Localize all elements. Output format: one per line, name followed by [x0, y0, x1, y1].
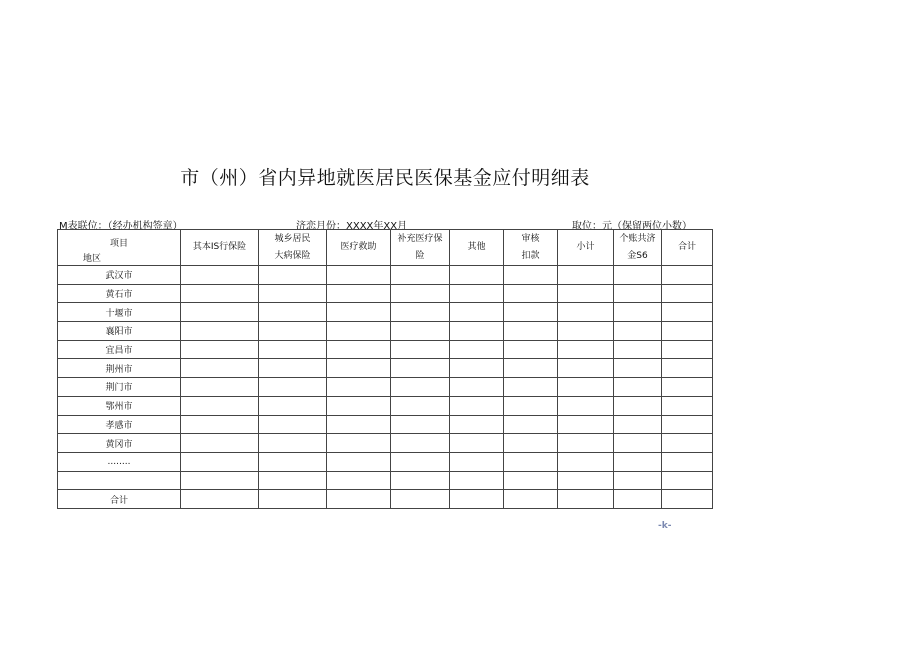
value-cell — [450, 434, 504, 453]
region-cell: 合计 — [58, 490, 181, 509]
table-row — [58, 359, 713, 378]
column-header — [391, 230, 450, 266]
value-cell — [259, 266, 327, 285]
value-cell — [181, 415, 259, 434]
value-cell — [504, 284, 558, 303]
table-row — [58, 303, 713, 322]
value-cell — [558, 415, 614, 434]
value-cell — [391, 434, 450, 453]
value-cell — [662, 434, 713, 453]
table-row — [58, 322, 713, 341]
value-cell — [662, 452, 713, 471]
value-cell — [662, 396, 713, 415]
value-cell — [181, 322, 259, 341]
value-cell — [181, 452, 259, 471]
value-cell — [181, 434, 259, 453]
value-cell — [614, 378, 662, 397]
region-cell: 武汉市 — [58, 266, 181, 285]
column-header-line1: 合计 — [677, 242, 696, 252]
value-cell — [391, 322, 450, 341]
value-cell — [327, 303, 391, 322]
table-row — [58, 266, 713, 285]
value-cell — [614, 452, 662, 471]
column-header-line1: 个账共济 — [619, 233, 656, 244]
value-cell — [450, 340, 504, 359]
value-cell — [259, 434, 327, 453]
region-cell: 宜昌市 — [58, 340, 181, 359]
value-cell — [391, 415, 450, 434]
value-cell — [558, 303, 614, 322]
value-cell — [450, 266, 504, 285]
value-cell — [259, 471, 327, 490]
value-cell — [181, 378, 259, 397]
value-cell — [327, 378, 391, 397]
value-cell — [181, 266, 259, 285]
value-cell — [259, 340, 327, 359]
value-cell — [181, 396, 259, 415]
value-cell — [504, 396, 558, 415]
column-header — [259, 230, 327, 266]
value-cell — [181, 359, 259, 378]
value-cell — [259, 322, 327, 341]
region-cell: 十堰市 — [58, 303, 181, 322]
value-cell — [558, 396, 614, 415]
column-header-line1: 小计 — [576, 242, 595, 252]
table-row — [58, 471, 713, 490]
payment-detail-table — [57, 229, 713, 509]
value-cell — [327, 490, 391, 509]
value-cell — [504, 434, 558, 453]
column-header-line2: 大病保险 — [274, 250, 311, 261]
value-cell — [327, 452, 391, 471]
region-cell: 荆州市 — [58, 359, 181, 378]
value-cell — [327, 322, 391, 341]
value-cell — [327, 359, 391, 378]
value-cell — [450, 303, 504, 322]
column-header — [614, 230, 662, 266]
value-cell — [327, 434, 391, 453]
value-cell — [558, 434, 614, 453]
table-row — [58, 396, 713, 415]
value-cell — [391, 490, 450, 509]
column-header — [504, 230, 558, 266]
value-cell — [504, 452, 558, 471]
value-cell — [327, 266, 391, 285]
table-row — [58, 415, 713, 434]
value-cell — [259, 452, 327, 471]
table-row — [58, 284, 713, 303]
region-cell: 黄石市 — [58, 284, 181, 303]
region-cell: ........ — [58, 452, 181, 471]
value-cell — [614, 322, 662, 341]
settlement-month-label: 济恋月份：XXXX年XX月 — [296, 221, 408, 232]
value-cell — [181, 340, 259, 359]
corner-header-item: 项目 — [109, 239, 128, 249]
column-header — [327, 230, 391, 266]
unit-label: 取位：元（保留两位小数） — [572, 221, 692, 232]
value-cell — [614, 471, 662, 490]
value-cell — [558, 490, 614, 509]
value-cell — [181, 284, 259, 303]
value-cell — [450, 284, 504, 303]
column-header-line1: 其本IS行保险 — [192, 242, 247, 252]
value-cell — [558, 322, 614, 341]
value-cell — [662, 284, 713, 303]
value-cell — [327, 340, 391, 359]
value-cell — [504, 378, 558, 397]
table-row — [58, 378, 713, 397]
value-cell — [614, 340, 662, 359]
value-cell — [259, 378, 327, 397]
value-cell — [614, 359, 662, 378]
column-header — [181, 230, 259, 266]
value-cell — [614, 303, 662, 322]
value-cell — [662, 322, 713, 341]
column-header-line2: 险 — [415, 250, 425, 261]
value-cell — [558, 378, 614, 397]
region-cell: 黄冈市 — [58, 434, 181, 453]
value-cell — [391, 266, 450, 285]
value-cell — [614, 415, 662, 434]
value-cell — [259, 359, 327, 378]
corner-header-region: 地区 — [83, 254, 102, 264]
value-cell — [450, 490, 504, 509]
value-cell — [450, 452, 504, 471]
value-cell — [181, 303, 259, 322]
value-cell — [504, 340, 558, 359]
footer-mark: -k- — [658, 521, 672, 531]
value-cell — [504, 415, 558, 434]
value-cell — [614, 284, 662, 303]
column-header-line1: 补充医疗保 — [397, 233, 443, 244]
value-cell — [450, 359, 504, 378]
value-cell — [181, 471, 259, 490]
value-cell — [558, 359, 614, 378]
column-header — [558, 230, 614, 266]
value-cell — [391, 452, 450, 471]
value-cell — [558, 452, 614, 471]
region-cell: 襄阳市 — [58, 322, 181, 341]
column-header-line2: 金S6 — [627, 250, 648, 261]
region-cell: 鄂州市 — [58, 396, 181, 415]
corner-header-cell — [58, 230, 181, 266]
value-cell — [450, 396, 504, 415]
column-header — [662, 230, 713, 266]
page-title: 市（州）省内异地就医居民医保基金应付明细表 — [180, 167, 590, 189]
value-cell — [327, 284, 391, 303]
value-cell — [450, 415, 504, 434]
value-cell — [391, 303, 450, 322]
value-cell — [259, 415, 327, 434]
value-cell — [504, 359, 558, 378]
value-cell — [614, 396, 662, 415]
value-cell — [391, 396, 450, 415]
column-header-line1: 审核 — [521, 233, 540, 244]
value-cell — [504, 471, 558, 490]
value-cell — [259, 303, 327, 322]
value-cell — [391, 340, 450, 359]
value-cell — [614, 490, 662, 509]
value-cell — [662, 266, 713, 285]
value-cell — [662, 303, 713, 322]
column-header — [450, 230, 504, 266]
value-cell — [450, 322, 504, 341]
value-cell — [181, 490, 259, 509]
value-cell — [558, 340, 614, 359]
value-cell — [614, 266, 662, 285]
header-row — [58, 230, 713, 266]
value-cell — [558, 266, 614, 285]
value-cell — [504, 322, 558, 341]
value-cell — [504, 303, 558, 322]
value-cell — [662, 378, 713, 397]
table-row — [58, 490, 713, 509]
value-cell — [391, 359, 450, 378]
value-cell — [662, 340, 713, 359]
region-cell: 荆门市 — [58, 378, 181, 397]
value-cell — [450, 378, 504, 397]
value-cell — [558, 284, 614, 303]
region-cell — [58, 471, 181, 490]
value-cell — [614, 434, 662, 453]
value-cell — [259, 284, 327, 303]
value-cell — [662, 359, 713, 378]
value-cell — [259, 490, 327, 509]
column-header-line1: 城乡居民 — [274, 233, 311, 244]
value-cell — [558, 471, 614, 490]
value-cell — [327, 415, 391, 434]
value-cell — [662, 490, 713, 509]
table-row — [58, 340, 713, 359]
table-row — [58, 434, 713, 453]
value-cell — [391, 378, 450, 397]
value-cell — [327, 396, 391, 415]
column-header-line2: 扣款 — [521, 250, 540, 261]
value-cell — [327, 471, 391, 490]
filing-unit-label: M表联位：（经办机构签章） — [59, 221, 183, 232]
table-row — [58, 452, 713, 471]
value-cell — [391, 284, 450, 303]
value-cell — [450, 471, 504, 490]
region-cell: 孝感市 — [58, 415, 181, 434]
value-cell — [504, 490, 558, 509]
value-cell — [259, 396, 327, 415]
value-cell — [662, 471, 713, 490]
column-header-line1: 医疗救助 — [340, 242, 377, 252]
value-cell — [662, 415, 713, 434]
value-cell — [504, 266, 558, 285]
column-header-line1: 其他 — [467, 242, 486, 252]
value-cell — [391, 471, 450, 490]
